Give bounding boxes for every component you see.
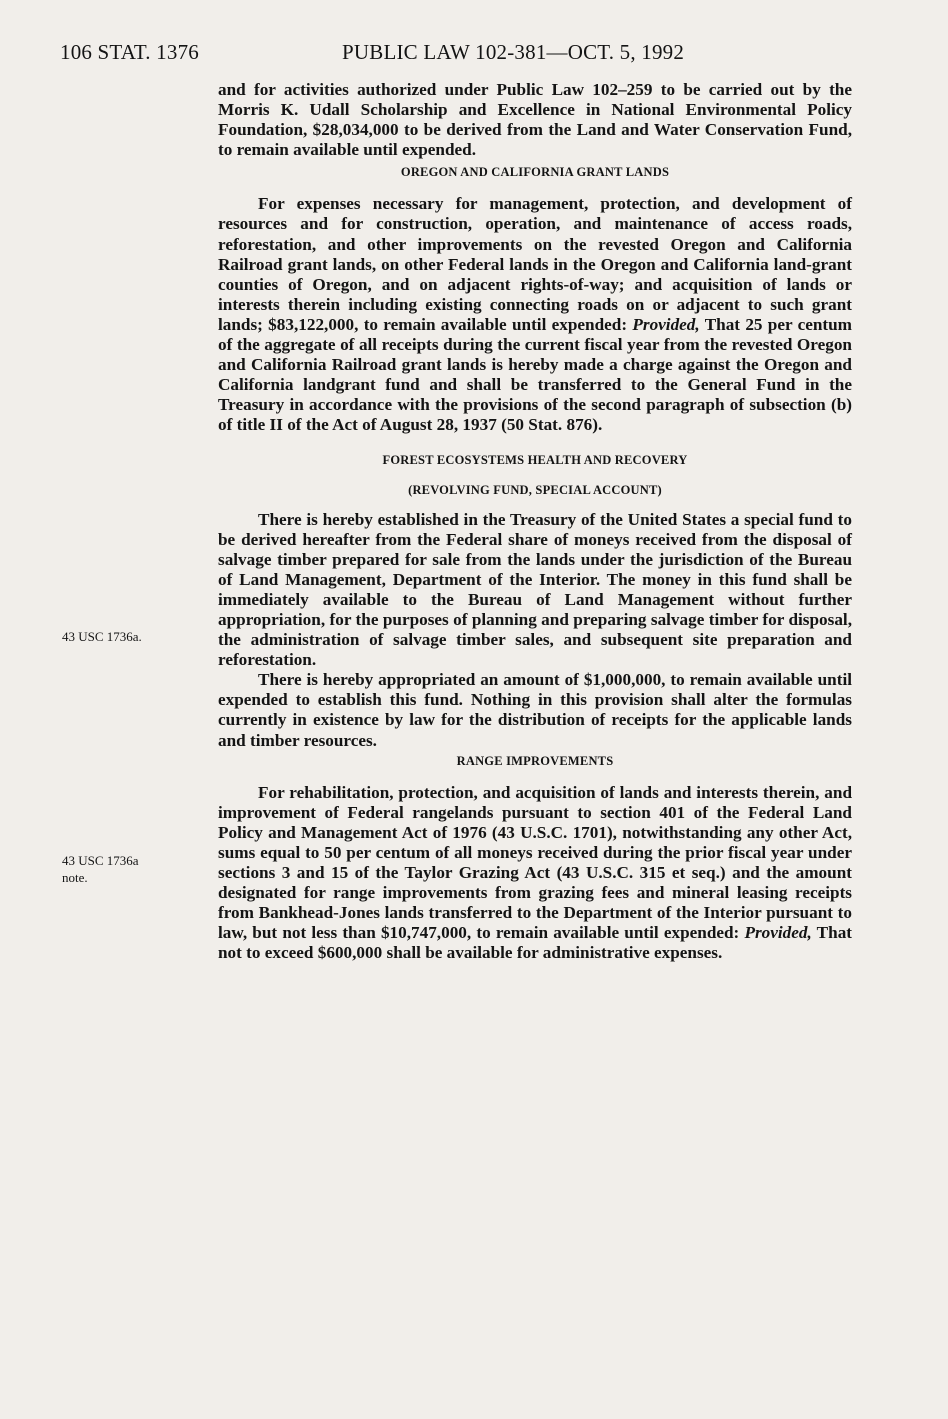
public-law-title: PUBLIC LAW 102-381—OCT. 5, 1992 [342,40,685,64]
paragraph-oregon-part1: For expenses necessary for management, protection, and development of resources and for construction, operation, and maintenance of access roads, reforestation, and other improvements on the revested Oregon and California Railroad grant lands, on other Federal lands in the Oregon and California land-grant counties of Oregon, and on adjacent rights-of-way; and acquisition of lands or interests therein including existing connecting roads on or adjacent to such grant lands; $83,122,000, to remain available until expended: [218,194,852,334]
heading-range-improvements: RANGE IMPROVEMENTS [456,753,614,768]
paragraph-udall: and for activities authorized under Public Law 102–259 to be carried out by the Morris K. Udall Scholarship and Excellence in National Environmental Policy Foundation, $28,034,000 to be derived from the Land and Water Conservation Fund, to remain available until expended. [218,80,852,160]
provided-italic-2: Provided, [744,923,812,943]
margin-note-note-line: note. [62,870,88,885]
paragraph-oregon [218,194,852,435]
margin-note-usc: 43 USC 1736a. [62,629,142,644]
paragraph-range-part1: For rehabilitation, protection, and acquisition of lands and interests therein, and improvement of Federal rangelands pursuant to section 401 of the Federal Land Policy and Management Act of 1976 (43 U.S.C. 1701), notwithstanding any other Act, sums equal to 50 per centum of all moneys received during the prior fiscal year under sections 3 and 15 of the Taylor Grazing Act (43 U.S.C. 315 et seq.) and the amount designated for range improvements from grazing fees and mineral leasing receipts from Bankhead-Jones lands transferred to the Department of the Interior pursuant to law, but not less than $10,747,000, to remain available until expended: [218,782,852,943]
running-header [60,40,860,70]
heading-revolving-fund: (REVOLVING FUND, SPECIAL ACCOUNT) [408,482,662,497]
provided-italic: Provided, [632,314,700,334]
paragraph-appropriation: There is hereby appropriated an amount of $1,000,000, to remain available until expended to establish this fund. Nothing in this provision shall alter the formulas currently in existence by law for the distribution of receipts for the applicable lands and timber resources. [218,670,852,750]
paragraph-range-part2: That not to exceed $600,000 shall be available for administrative expenses. [218,923,853,963]
paragraph-forest-fund: There is hereby established in the Treasury of the United States a special fund to be derived hereafter from the Federal share of moneys received from the disposal of salvage timber prepared for sale from the lands under the jurisdiction of the Bureau of Land Management, Department of the Interior. The money in this fund shall be immediately available to the Bureau of Land Management without further appropriation, for the purposes of planning and preparing salvage timber for disposal, the administration of salvage timber sales, and subsequent site preparation and reforestation. [218,509,852,670]
margin-note-usc-note [62,852,197,886]
body-text [218,80,852,963]
page-stat-reference: 106 STAT. 1376 [60,40,199,64]
heading-oregon-california: OREGON AND CALIFORNIA GRANT LANDS [400,165,670,180]
margin-note-usc-line: 43 USC 1736a [62,853,139,868]
heading-forest-ecosystems: FOREST ECOSYSTEMS HEALTH AND RECOVERY [382,452,688,467]
paragraph-range [218,783,852,964]
paragraph-oregon-part2: That 25 per centum of the aggregate of all receipts during the current fiscal year from the revested Oregon and California Railroad grant lands is hereby made a charge against the Oregon and California landgrant fund and shall be transferred to the General Fund in the Treasury in accordance with the provisions of the second paragraph of subsection (b) of title II of the Act of August 28, 1937 (50 Stat. 876). [218,314,852,435]
